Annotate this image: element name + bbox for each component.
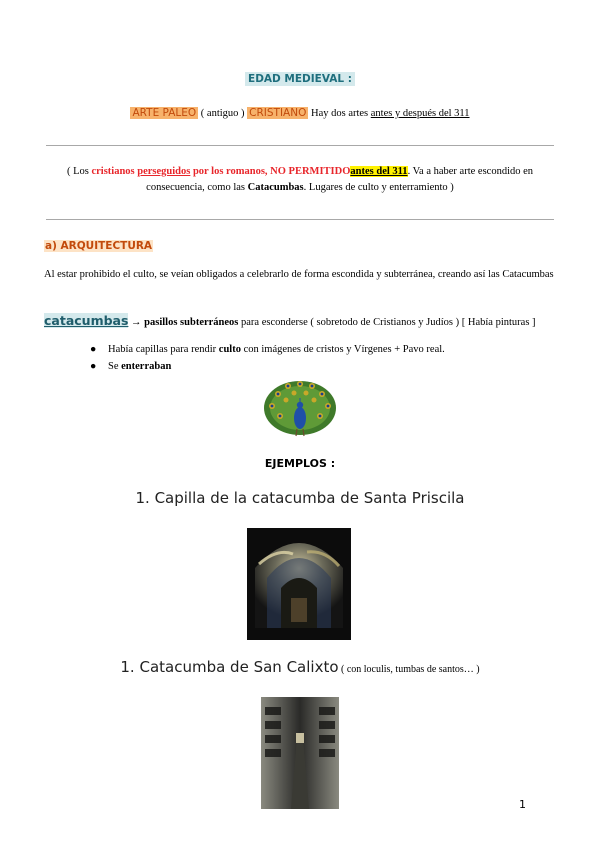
note-block (0, 164, 600, 196)
bullet-list (88, 341, 445, 375)
list-item: ● Había capillas para rendir culto con imágenes de cristos y Vírgenes + Pavo real. (90, 344, 445, 355)
arte-paleo-label: ARTE PALEO (132, 107, 197, 119)
subtitle-antiguo: ( antiguo ) (198, 108, 248, 119)
list-item: ● Se enterraban (90, 361, 172, 372)
subtitle-text: Hay dos artes (308, 108, 371, 119)
subtitle-underlined: antes y después del 311 (370, 108, 470, 119)
page-number: 1 (519, 798, 526, 811)
example-2-title: 1. Catacumba de San Calixto ( con loculis, tumbas de santos… ) (120, 658, 480, 676)
divider-bottom (46, 219, 554, 220)
san-calixto-photo (261, 697, 339, 809)
note-line-1: ( Los cristianos perseguidos por los romanos, NO PERMITIDOantes del 311. Va a haber arte escondido en (66, 166, 534, 177)
catacumbas-term: catacumbas (44, 313, 129, 328)
divider-top (46, 145, 554, 146)
example-1-title: 1. Capilla de la catacumba de Santa Priscila (135, 489, 465, 507)
santa-priscila-photo (247, 528, 351, 640)
catacumbas-definition: catacumbas → pasillos subterráneos para esconderse ( sobretodo de Cristianos y Judíos ) [ Había pinturas ] (44, 313, 536, 328)
peacock-image (262, 378, 338, 438)
page-title: EDAD MEDIEVAL : (0, 73, 600, 85)
arquitectura-paragraph: Al estar prohibido el culto, se veían obligados a celebrarlo de forma escondida y subterránea, creando así las Catacumbas (44, 269, 554, 280)
section-heading-arquitectura: a) ARQUITECTURA (45, 240, 153, 252)
cristiano-label: CRISTIANO (249, 107, 307, 119)
subtitle (0, 107, 600, 119)
examples-heading: EJEMPLOS : (264, 457, 336, 470)
note-line-2: consecuencia, como las Catacumbas. Lugares de culto y enterramiento ) (146, 182, 454, 193)
